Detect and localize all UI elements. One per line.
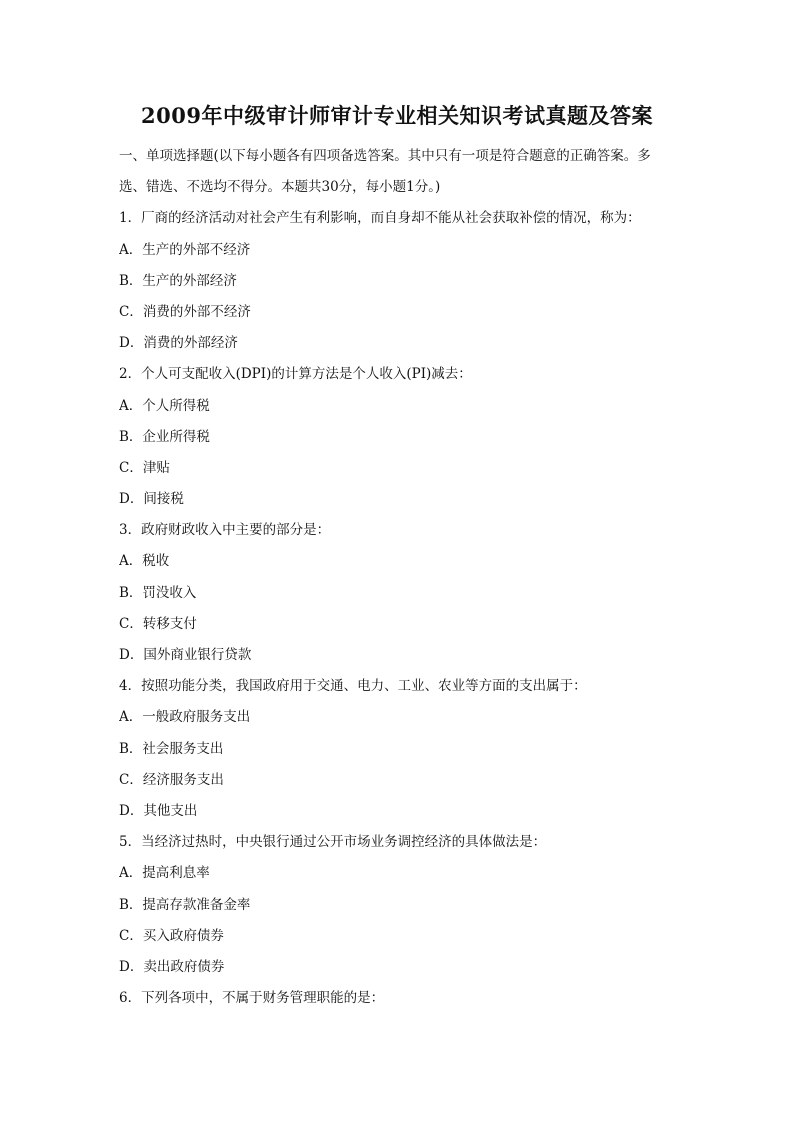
question-1-option-d: D．消费的外部经济 (119, 335, 238, 352)
question-1-option-c: C．消费的外部不经济 (119, 303, 251, 320)
question-2-option-a: A．个人所得税 (119, 397, 210, 414)
question-2-option-c: C．津贴 (119, 459, 170, 476)
question-2-option-b: B．企业所得税 (119, 428, 210, 445)
question-4-option-c: C．经济服务支出 (119, 771, 224, 788)
question-4: 4．按照功能分类，我国政府用于交通、电力、工业、农业等方面的支出属于： (119, 678, 587, 695)
question-1-option-a: A．生产的外部不经济 (119, 241, 251, 258)
question-2: 2．个人可支配收入(DPI)的计算方法是个人收入(PI)减去： (119, 366, 472, 383)
question-4-option-d: D．其他支出 (119, 802, 198, 819)
question-2-option-d: D．间接税 (119, 491, 184, 508)
question-5-option-b: B．提高存款准备金率 (119, 896, 251, 913)
question-3: 3．政府财政收入中主要的部分是： (119, 522, 331, 539)
section-heading-line-1: 一、单项选择题(以下每小题各有四项备选答案。其中只有一项是符合题意的正确答案。多 (119, 148, 651, 164)
question-3-option-a: A．税收 (119, 553, 170, 570)
document-body (119, 141, 694, 1014)
question-4-option-a: A．一般政府服务支出 (119, 709, 251, 726)
question-6: 6．下列各项中，不属于财务管理职能的是： (119, 990, 385, 1007)
section-heading-line-2: 选、错选、不选均不得分。本题共30分，每小题1分。) (119, 179, 441, 196)
question-5-option-d: D．卖出政府债券 (119, 958, 225, 975)
document-title: 2009年中级审计师审计专业相关知识考试真题及答案 (141, 103, 653, 128)
question-3-option-d: D．国外商业银行贷款 (119, 647, 252, 663)
question-5-option-a: A．提高利息率 (119, 865, 210, 882)
question-3-option-b: B．罚没收入 (119, 584, 197, 601)
question-5: 5．当经济过热时，中央银行通过公开市场业务调控经济的具体做法是： (119, 834, 547, 851)
question-3-option-c: C．转移支付 (119, 615, 197, 632)
question-1-option-b: B．生产的外部经济 (119, 272, 237, 289)
question-5-option-c: C．买入政府债券 (119, 927, 224, 944)
question-4-option-b: B．社会服务支出 (119, 740, 224, 757)
question-1: 1．厂商的经济活动对社会产生有利影响，而自身却不能从社会获取补偿的情况，称为： (119, 210, 641, 227)
